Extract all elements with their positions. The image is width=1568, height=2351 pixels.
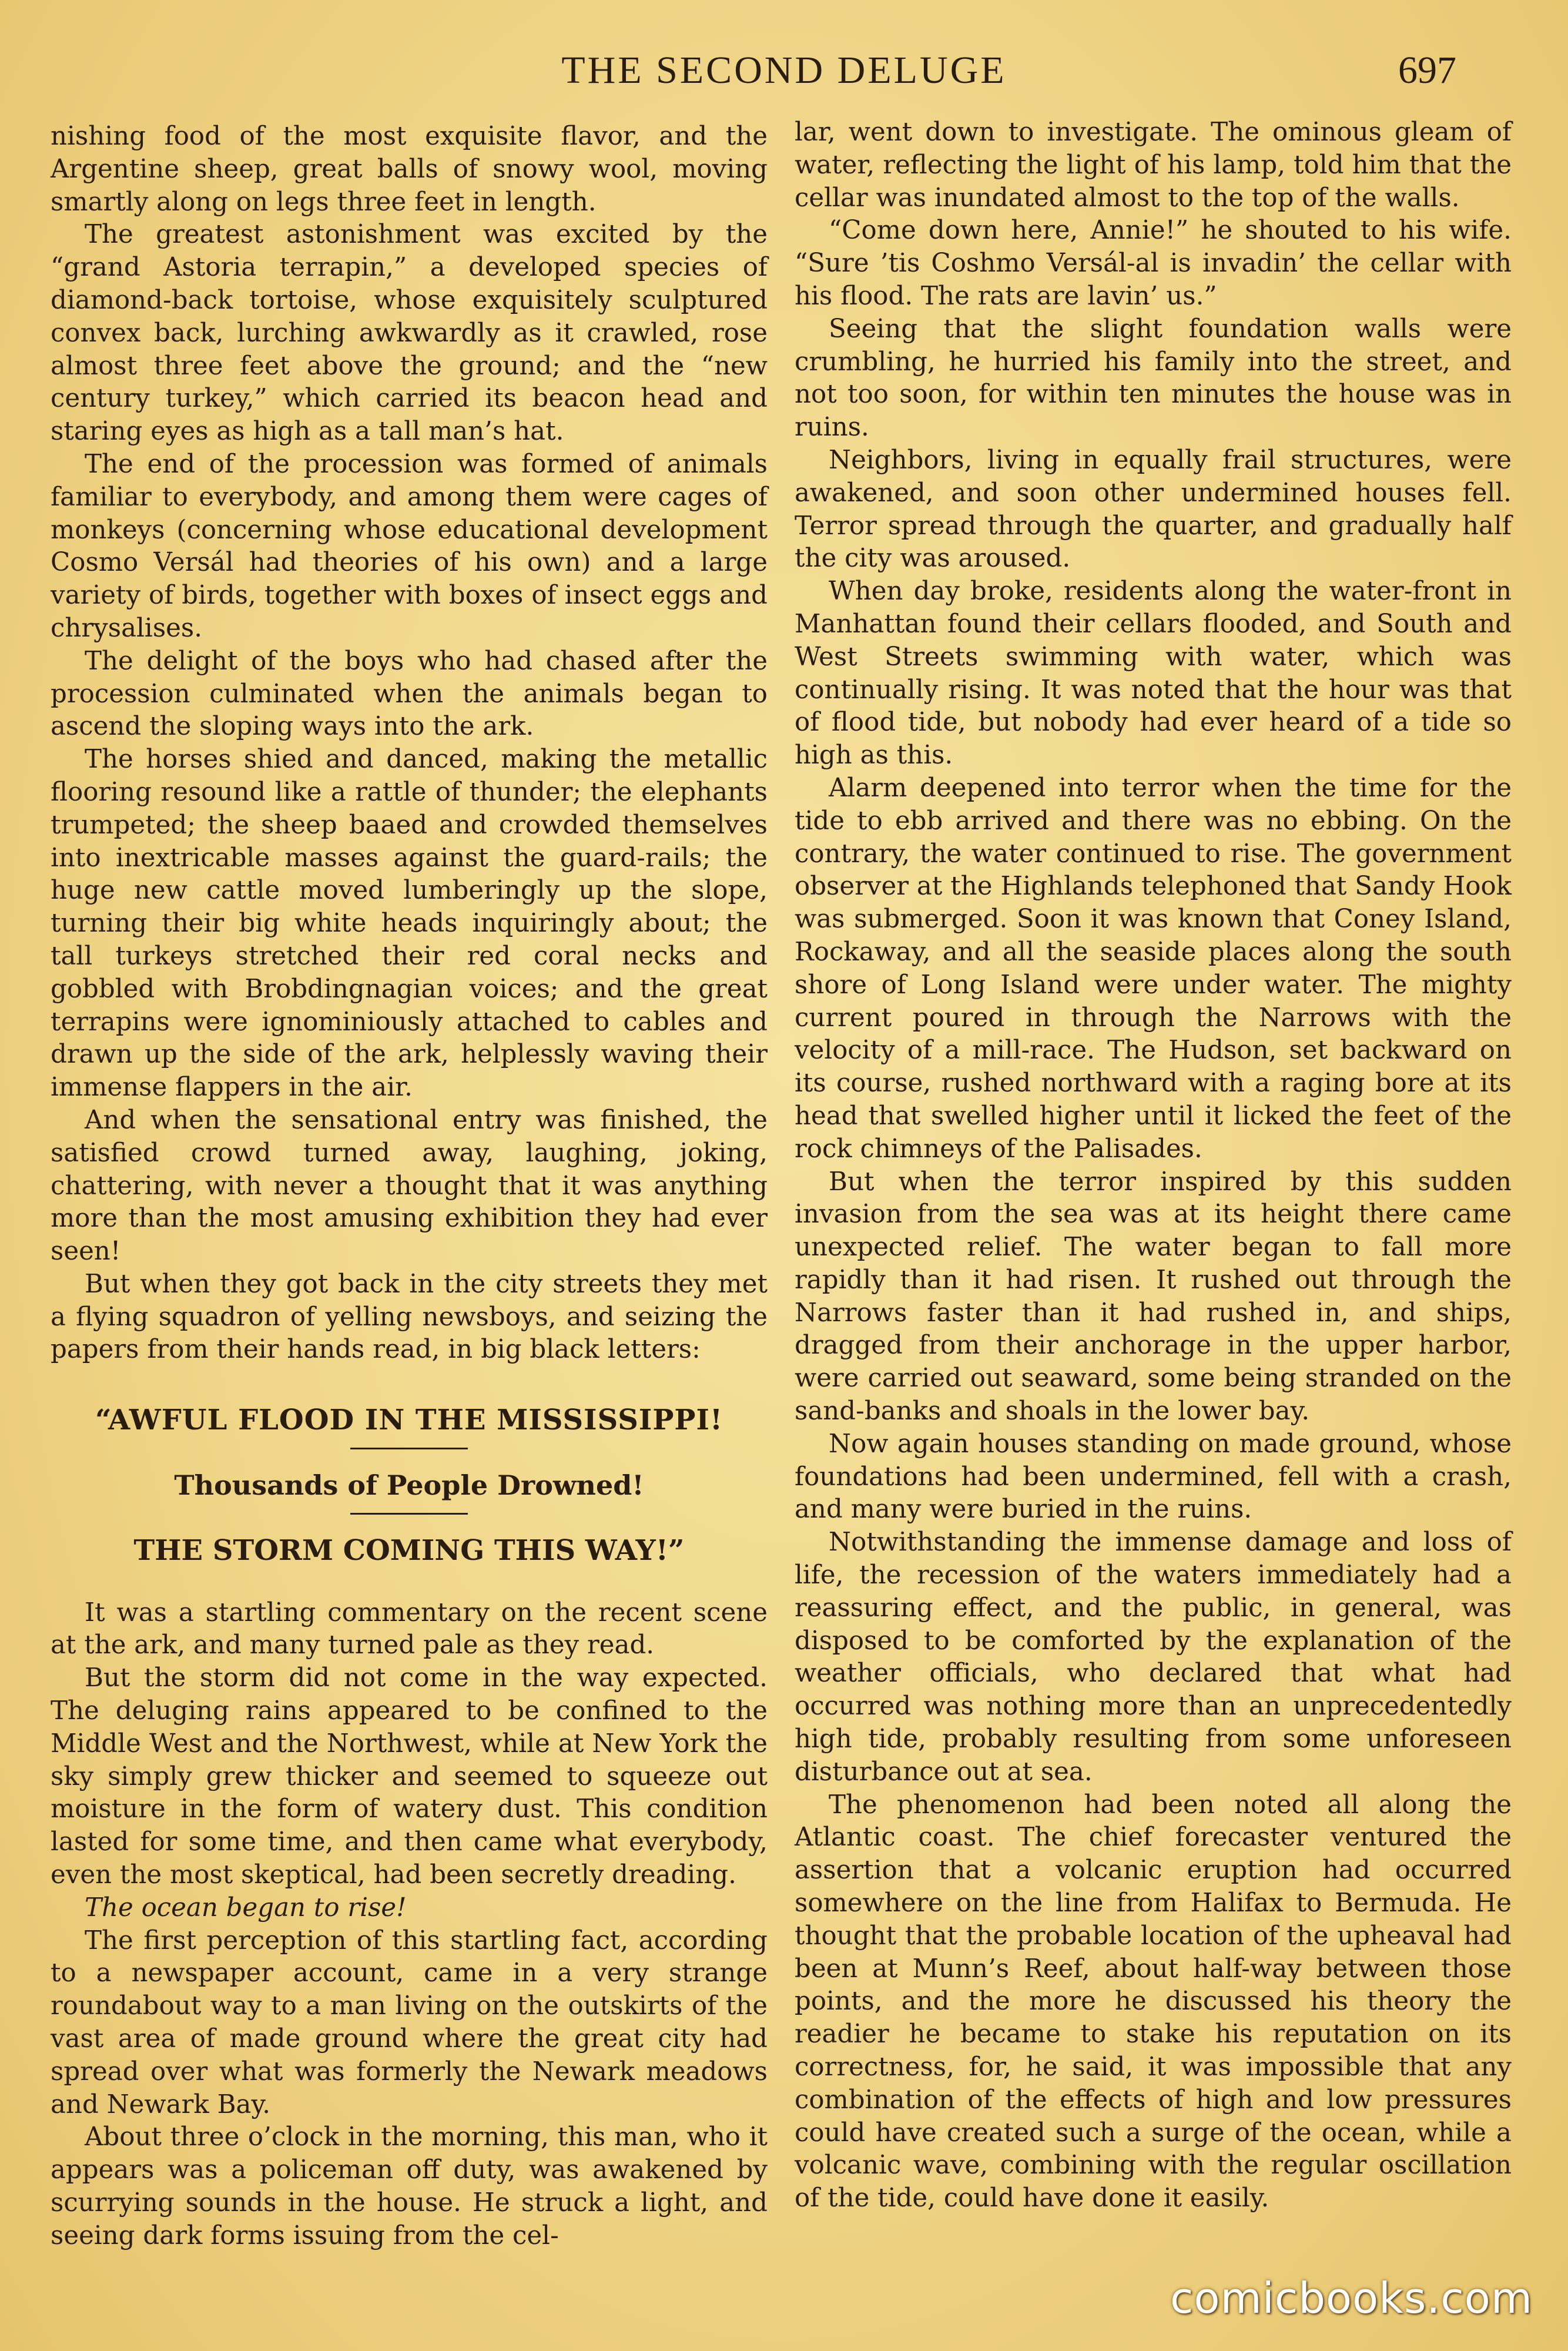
paragraph: About three o’clock in the morning, this man, who it appears was a policeman off duty, was awakened by scurrying sounds in the house. He struck a light, and seeing dark forms issuing from the cel- [51,2122,768,2250]
running-title: THE SECOND DELUGE [561,49,1007,92]
paragraph: Alarm deepened into terror when the time for the tide to ebb arrived and there was no ebbing. On the contrary, the water continued to rise. The government observer at the Highlands telephoned that Sandy Hook was submerged. Soon it was known that Coney Island, Rockaway, and all the seaside places along the south shore of Long Island were under water. The mighty current poured in through the Narrows with the velocity of a mill-race. The Hudson, set backward on its course, rushed northward with a raging bore at its head that swelled higher until it licked the feet of the rock chimneys of the Palisades. [795,773,1512,1164]
paragraph: The greatest astonishment was excited by the “grand Astoria terrapin,” a developed species of diamond-back tortoise, whose exquisitely sculptured convex back, lurching awkwardly as it crawled, rose almost three feet above the ground; and the “new century turkey,” which carried its beacon head and staring eyes as high as a tall man’s hat. [51,220,768,447]
paragraph: The first perception of this startling fact, according to a newspaper account, came in a very strange roundabout way to a man living on the outskirts of the vast area of made ground where the great city had spread over what was formerly the Newark meadows and Newark Bay. [51,1925,768,2119]
paragraph: lar, went down to investigate. The ominous gleam of water, reflecting the light of his lamp, told him that the cellar was inundated almost to the top of the walls. [795,118,1512,213]
paragraph: Seeing that the slight foundation walls were crumbling, he hurried his family into the street, and not too soon, for within ten minutes the house was in ruins. [795,314,1512,443]
paragraph: Notwithstanding the immense damage and loss of life, the recession of the waters immediately had a reassuring effect, and the public, in general, was disposed to be comforted by the explanation of the weather officials, who declared that what had occurred was nothing more than an unprecedentedly high tide, probably resulting from some unforeseen disturbance out at sea. [795,1528,1512,1787]
paragraph: When day broke, residents along the water-front in Manhattan found their cellars flooded, and South and West Streets swimming with water, which was continually rising. It was noted that the hour was that of flood tide, but nobody had ever heard of a tide so high as this. [795,577,1512,771]
paragraph: The phenomenon had been noted all along the Atlantic coast. The chief forecaster ventured the assertion that a volcanic eruption had occurred somewhere on the line from Halifax to Bermuda. He thought that the probable location of the upheaval had been at Munn’s Reef, about half-way between those points, and the more he discussed his theory the readier he became to stake his reputation on its correctness, for, he said, it was impossible that any combination of the effects of high and low pressures could have created such a surge of the ocean, while a volcanic wave, combining with the regular oscillation of the tide, could have done it easily. [795,1790,1512,2213]
watermark: comicbooks.com [1170,2273,1533,2323]
paragraph: But when the terror inspired by this sudden invasion from the sea was at its height there came unexpected relief. The water began to fall more rapidly than it had risen. It rushed out through the Narrows faster than it had rushed in, and ships, dragged from their anchorage in the upper harbor, were carried out seaward, some being stranded on the sand-banks and shoals in the lower bay. [795,1167,1512,1426]
paragraph: But when they got back in the city streets they met a flying squadron of yelling newsboys, and seizing the papers from their hands read, in big black letters: [51,1269,768,1365]
headline-rule [350,1513,468,1515]
paragraph: Now again houses standing on made ground, whose foundations had been undermined, fell with a crash, and many were buried in the ruins. [795,1429,1512,1525]
left-column [51,120,768,2253]
paragraph: Neighbors, living in equally frail structures, were awakened, and soon other undermined houses fell. Terror spread through the quarter, and gradually half the city was aroused. [795,445,1512,574]
headline-drowned: Thousands of People Drowned! [174,1469,644,1502]
right-column [795,116,1512,2215]
paragraph: It was a startling commentary on the recent scene at the ark, and many turned pale as they read. [51,1598,768,1660]
headline-flood: “AWFUL FLOOD IN THE MISSISSIPPI! [95,1404,723,1437]
page-number: 697 [1398,49,1456,92]
paragraph: But the storm did not come in the way expected. The deluging rains appeared to be confined to the Middle West and the Northwest, while at New York the sky simply grew thicker and seemed to squeeze out moisture in the form of watery dust. This condition lasted for some time, and then came what everybody, even the most skeptical, had been secretly dreading. [51,1663,768,1890]
page-header [47,41,1521,118]
paragraph: The horses shied and danced, making the metallic flooring resound like a rattle of thunder; the elephants trumpeted; the sheep baaed and crowded themselves into inextricable masses against the guard-rails; the huge new cattle moved lumberingly up the slope, turning their big white heads inquiringly about; the tall turkeys stretched their red coral necks and gobbled with Brobdingnagian voices; and the great terrapins were ignominiously attached to cables and drawn up the side of the ark, helplessly waving their immense flappers in the air. [51,745,768,1103]
paragraph: “Come down here, Annie!” he shouted to his wife. “Sure ’tis Coshmo Versál-al is invadin’ the cellar with his flood. The rats are lavin’ us.” [795,216,1512,311]
headline-storm: THE STORM COMING THIS WAY!” [133,1533,685,1567]
headline-rule [350,1448,468,1449]
italic-line: The ocean began to rise! [85,1893,407,1923]
paragraph: The end of the procession was formed of animals familiar to everybody, and among them were cages of monkeys (concerning whose educational development Cosmo Versál had theories of his own) and a large variety of birds, together with boxes of insect eggs and chrysalises. [51,449,768,643]
paragraph: nishing food of the most exquisite flavor, and the Argentine sheep, great balls of snowy wool, moving smartly along on legs three feet in length. [51,122,768,217]
newspaper-headlines [51,1404,768,1567]
paragraph: The delight of the boys who had chased after the procession culminated when the animals began to ascend the sloping ways into the ark. [51,646,768,742]
paragraph: And when the sensational entry was finished, the satisfied crowd turned away, laughing, joking, chattering, with never a thought that it was anything more than the most amusing exhibition they had ever seen! [51,1105,768,1267]
